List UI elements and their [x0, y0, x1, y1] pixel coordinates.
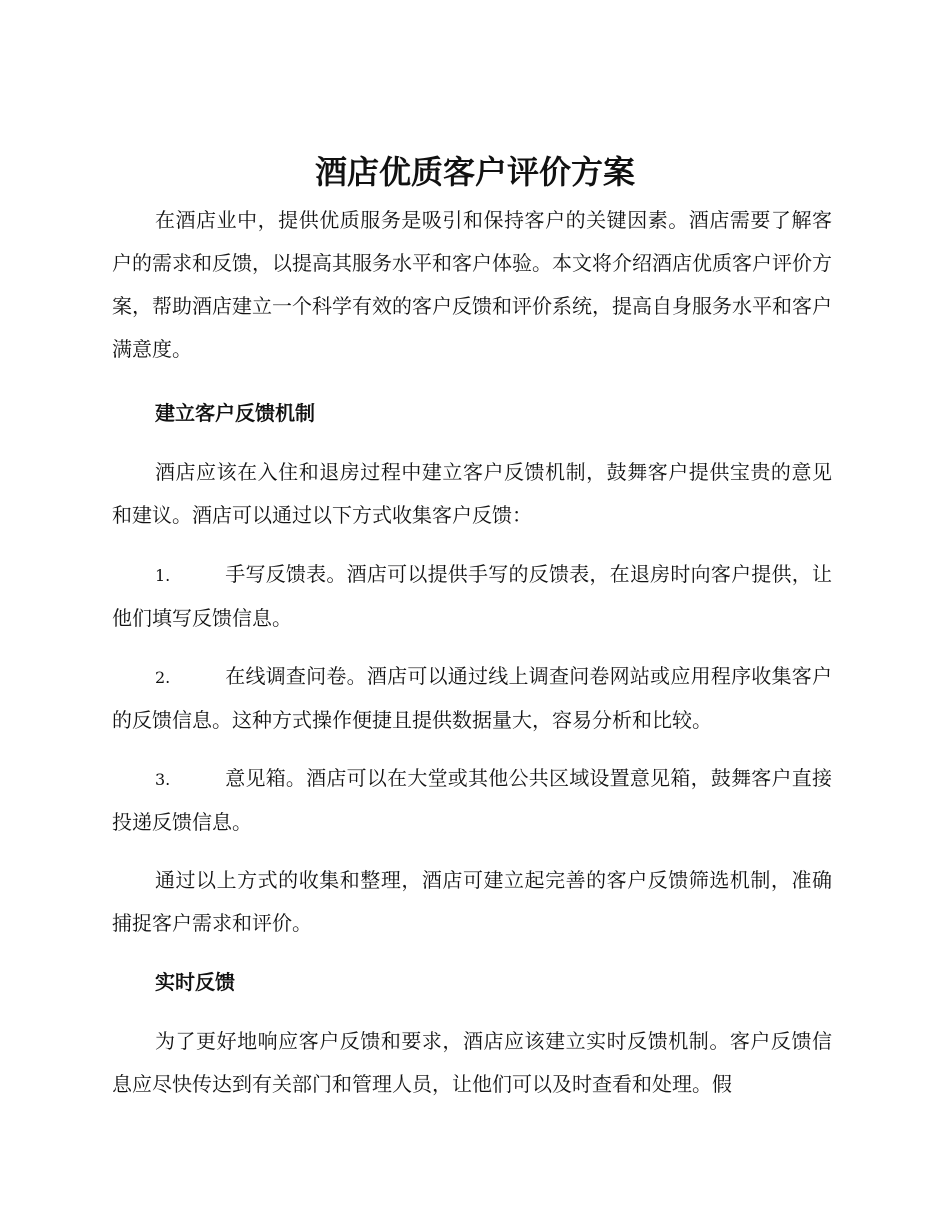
section-heading-realtime-feedback: 实时反馈 — [155, 970, 235, 994]
list-item — [112, 655, 832, 742]
section1-intro-paragraph: 酒店应该在入住和退房过程中建立客户反馈机制，鼓舞客户提供宝贵的意见和建议。酒店可以通过以下方式收集客户反馈： — [112, 460, 832, 527]
section1-summary-paragraph: 通过以上方式的收集和整理，酒店可建立起完善的客户反馈筛选机制，准确捕捉客户需求和评价。 — [112, 868, 832, 935]
list-item-number: 2. — [155, 668, 171, 687]
list-item-text: 在线调查问卷。酒店可以通过线上调查问卷网站或应用程序收集客户的反馈信息。这种方式操作便捷且提供数据量大，容易分析和比较。 — [112, 664, 832, 732]
section2-body-paragraph: 为了更好地响应客户反馈和要求，酒店应该建立实时反馈机制。客户反馈信息应尽快传达到有关部门和管理人员，让他们可以及时查看和处理。假 — [112, 1029, 832, 1096]
list-item-text: 手写反馈表。酒店可以提供手写的反馈表，在退房时向客户提供，让他们填写反馈信息。 — [112, 562, 832, 630]
list-item — [112, 757, 832, 844]
list-item-number: 1. — [155, 566, 171, 585]
list-item — [112, 553, 832, 640]
document-title: 酒店优质客户评价方案 — [314, 153, 635, 191]
section-heading-feedback-mechanism: 建立客户反馈机制 — [155, 401, 315, 425]
intro-paragraph: 在酒店业中，提供优质服务是吸引和保持客户的关键因素。酒店需要了解客户的需求和反馈，以提高其服务水平和客户体验。本文将介绍酒店优质客户评价方案，帮助酒店建立一个科学有效的客户反馈和评价系统，提高自身服务水平和客户满意度。 — [112, 208, 832, 361]
list-item-text: 意见箱。酒店可以在大堂或其他公共区域设置意见箱，鼓舞客户直接投递反馈信息。 — [112, 766, 832, 834]
list-item-number: 3. — [155, 770, 171, 789]
